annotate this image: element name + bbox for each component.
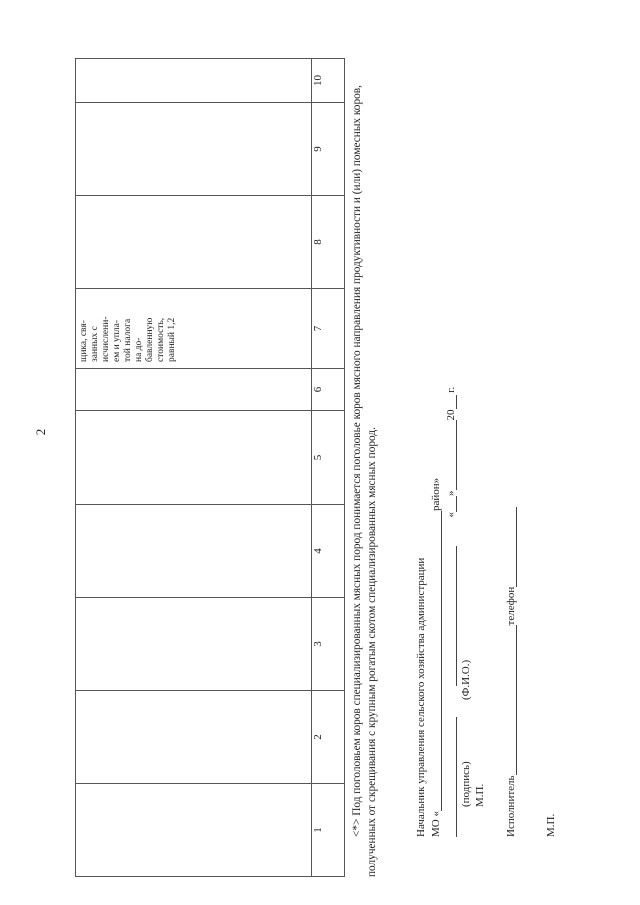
fio-caption: (Ф.И.О.) — [460, 659, 472, 700]
fio-blank — [456, 546, 457, 686]
year-blank — [456, 396, 457, 410]
table-cell — [76, 196, 312, 289]
data-table — [75, 58, 345, 877]
table-cell-col7 — [76, 289, 312, 369]
table-cell — [76, 598, 312, 691]
column-number: 8 — [312, 196, 345, 289]
column-number: 9 — [312, 103, 345, 196]
table-cell — [76, 369, 312, 411]
day-blank — [456, 496, 457, 512]
column-number-row — [312, 59, 345, 877]
footnote: <*> Под поголовьем коров специализированных мясных пород понимается поголовье коров мясного направления продуктивности и (или) помесных коров, полученных от скрещивания с крупным рогатым скотом специализированных мясных пород. — [351, 85, 378, 877]
column-number: 4 — [312, 505, 345, 598]
executor-blank — [516, 625, 517, 775]
stamp-place: М.П. — [474, 783, 486, 807]
table-cell — [76, 411, 312, 505]
table-cell — [76, 59, 312, 103]
column-number: 6 — [312, 369, 345, 411]
table-cell — [76, 784, 312, 877]
column-number: 3 — [312, 598, 345, 691]
table-cell — [76, 505, 312, 598]
table-body-row — [76, 59, 312, 877]
page-number: 2 — [33, 428, 48, 436]
table-cell — [76, 691, 312, 784]
signature-blank — [456, 717, 457, 837]
column-number: 2 — [312, 691, 345, 784]
mo-line: МО «район» — [430, 477, 442, 837]
stamp-place-2: М.П. — [545, 813, 557, 837]
month-blank — [456, 421, 457, 491]
table-cell — [76, 103, 312, 196]
column-number: 10 — [312, 59, 345, 103]
column-number: 5 — [312, 411, 345, 505]
signature-lines: «»20 г. — [445, 387, 457, 837]
sign-caption: (подпись) — [460, 761, 472, 807]
phone-blank — [516, 507, 517, 587]
head-title-line: Начальник управления сельского хозяйства администрации — [415, 557, 427, 837]
executor-line: Исполнительтелефон — [505, 507, 517, 837]
column-number: 7 — [312, 289, 345, 369]
mo-blank — [441, 511, 442, 811]
col7-note: щика, свя- занных с исчислени- ем и упла- той налога на до- бавленную стоимость, равный 1,2 — [79, 316, 177, 362]
column-number: 1 — [312, 784, 345, 877]
